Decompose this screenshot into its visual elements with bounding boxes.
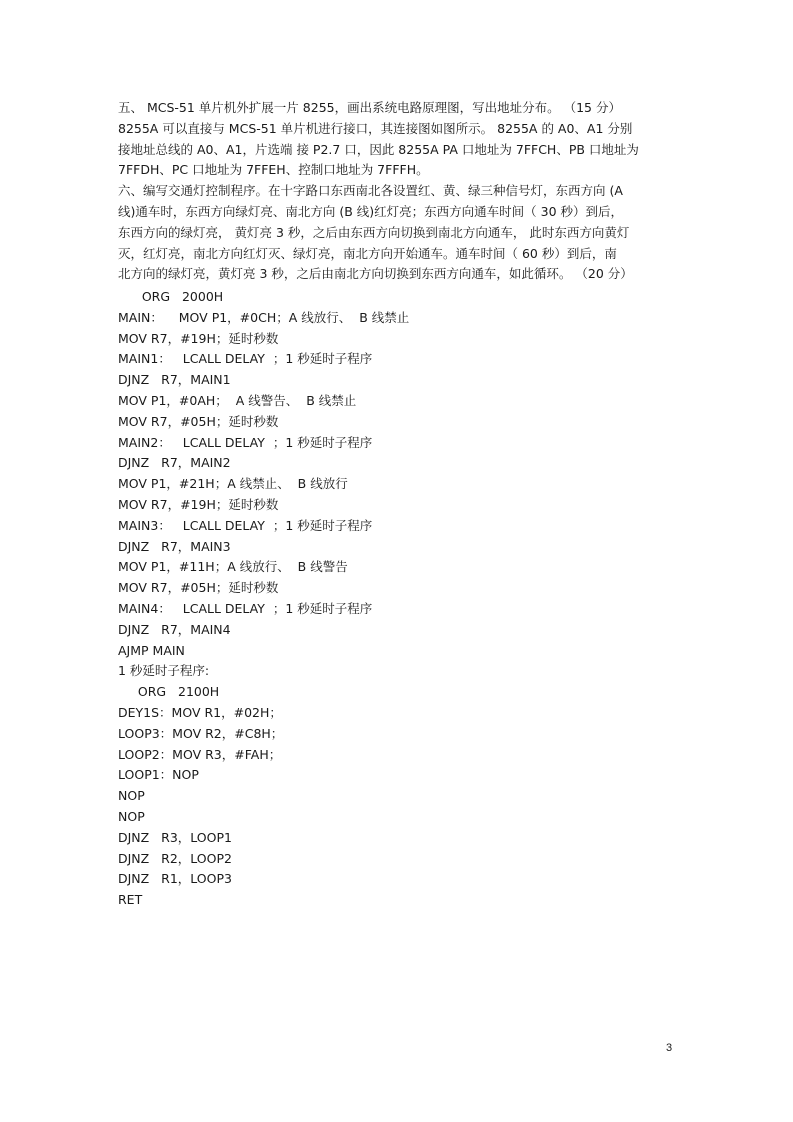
code-line: DJNZ R7，MAIN1 bbox=[118, 372, 231, 388]
code-line: LOOP1：NOP bbox=[118, 767, 199, 783]
prose-line: 五、 MCS-51 单片机外扩展一片 8255，画出系统电路原理图，写出地址分布。 （15 分） bbox=[118, 100, 621, 115]
code-line: DEY1S：MOV R1，#02H； bbox=[118, 704, 282, 720]
code-line: 1 秒延时子程序: bbox=[118, 663, 210, 679]
code-line: MAIN2： LCALL DELAY ；1 秒延时子程序 bbox=[118, 434, 373, 450]
code-line: ORG 2100H bbox=[118, 684, 220, 700]
code-line: MOV R7，#05H；延时秒数 bbox=[118, 413, 279, 429]
code-line: NOP bbox=[118, 788, 145, 804]
code-line: MAIN3： LCALL DELAY ；1 秒延时子程序 bbox=[118, 517, 373, 533]
prose-line: 北方向的绿灯亮，黄灯亮 3 秒，之后由南北方向切换到东西方向通车，如此循环。 （20 分） bbox=[118, 266, 633, 282]
code-line: MOV R7，#05H；延时秒数 bbox=[118, 580, 279, 596]
code-line: DJNZ R3，LOOP1 bbox=[118, 829, 232, 845]
code-line: NOP bbox=[118, 808, 145, 824]
code-line: ORG 2000H bbox=[118, 289, 224, 304]
prose-line: 接地址总线的 A0、A1，片选端 接 P2.7 口，因此 8255A PA 口地址为 7FFCH、PB 口地址为 bbox=[118, 141, 639, 157]
code-line: LOOP2：MOV R3，#FAH； bbox=[118, 746, 282, 762]
assembly-listing bbox=[118, 287, 678, 911]
prose-line: 灭，红灯亮，南北方向红灯灭、绿灯亮，南北方向开始通车。通车时间（ 60 秒）到后，南 bbox=[118, 245, 617, 261]
page-number: 3 bbox=[666, 1042, 673, 1054]
code-line: DJNZ R2，LOOP2 bbox=[118, 850, 232, 866]
code-line: MAIN： MOV P1，#0CH；A 线放行、 B 线禁止 bbox=[118, 309, 410, 325]
prose-line: 东西方向的绿灯亮， 黄灯亮 3 秒，之后由东西方向切换到南北方向通车， 此时东西方向黄灯 bbox=[118, 224, 630, 240]
question-text bbox=[118, 98, 678, 285]
prose-line: 8255A 可以直接与 MCS-51 单片机进行接口，其连接图如图所示。 8255A 的 A0、A1 分别 bbox=[118, 120, 633, 136]
code-line: DJNZ R7，MAIN2 bbox=[118, 455, 231, 471]
code-line: LOOP3：MOV R2，#C8H； bbox=[118, 725, 284, 741]
code-line: DJNZ R7，MAIN4 bbox=[118, 621, 231, 637]
code-line: MOV P1，#0AH； A 线警告、 B 线禁止 bbox=[118, 392, 357, 408]
code-line: MOV R7，#19H；延时秒数 bbox=[118, 330, 279, 346]
code-line: MAIN4： LCALL DELAY ；1 秒延时子程序 bbox=[118, 600, 373, 616]
code-line: DJNZ R7，MAIN3 bbox=[118, 538, 231, 554]
prose-line: 线)通车时，东西方向绿灯亮、南北方向 (B 线)红灯亮；东西方向通车时间（ 30 秒）到后， bbox=[118, 203, 624, 219]
code-line: RET bbox=[118, 892, 143, 908]
prose-line: 7FFDH、PC 口地址为 7FFEH、控制口地址为 7FFFH。 bbox=[118, 162, 429, 178]
code-line: MOV P1，#11H；A 线放行、 B 线警告 bbox=[118, 559, 348, 575]
code-line: DJNZ R1，LOOP3 bbox=[118, 871, 232, 887]
code-line: MOV P1，#21H；A 线禁止、 B 线放行 bbox=[118, 476, 348, 492]
code-line: MAIN1： LCALL DELAY ；1 秒延时子程序 bbox=[118, 351, 373, 367]
prose-line: 六、编写交通灯控制程序。在十字路口东西南北各设置红、黄、绿三种信号灯，东西方向 (A bbox=[118, 183, 623, 199]
code-line: MOV R7，#19H；延时秒数 bbox=[118, 496, 279, 512]
code-line: AJMP MAIN bbox=[118, 642, 185, 658]
